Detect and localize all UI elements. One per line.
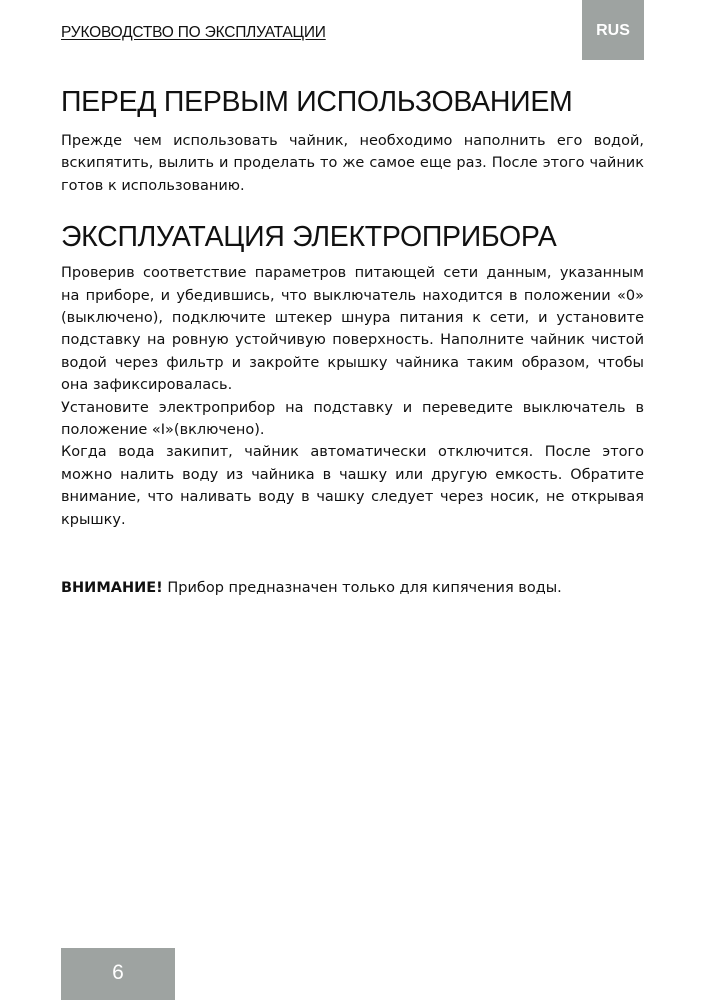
first-use-paragraph: Прежде чем использовать чайник, необходимо наполнить его водой, вскипятить, вылить и проделать то же самое еще раз. После этого чайник готов к использованию.: [61, 133, 644, 194]
language-tab: [582, 0, 644, 60]
operation-paragraph-3: Когда вода закипит, чайник автоматически отключится. После этого можно налить воду из чайника в чашку или другую емкость. Обратите внимание, что наливать воду в чашку следует через носик, не открывая крышку.: [61, 444, 644, 528]
page-number-box: [61, 948, 175, 1000]
language-label: RUS: [596, 22, 630, 39]
section-title-first-use: ПЕРЕД ПЕРВЫМ ИСПОЛЬЗОВАНИЕМ: [61, 86, 573, 118]
warning-label: ВНИМАНИЕ!: [61, 580, 163, 597]
page-number: 6: [112, 961, 124, 984]
operation-paragraph-1: Проверив соответствие параметров питающей сети данным, указанным на приборе, и убедившись, что выключатель находится в положении «0» (выключено), подключите штекер шнура питания к сети, и установите подставку на ровную устойчивую поверхность. Наполните чайник чистой водой через фильтр и закройте крышку чайника таким образом, чтобы она зафиксировалась.: [61, 265, 644, 394]
operation-body: [61, 262, 644, 531]
page-content: [61, 80, 644, 600]
manual-header-title: РУКОВОДСТВО ПО ЭКСПЛУАТАЦИИ: [61, 24, 326, 41]
operation-paragraph-2: Установите электроприбор на подставку и переведите выключатель в положение «I»(включено).: [61, 399, 644, 439]
warning-text: Прибор предназначен только для кипячения воды.: [162, 580, 562, 597]
section-title-operation: ЭКСПЛУАТАЦИЯ ЭЛЕКТРОПРИБОРА: [61, 221, 557, 254]
warning-note: [61, 577, 644, 599]
